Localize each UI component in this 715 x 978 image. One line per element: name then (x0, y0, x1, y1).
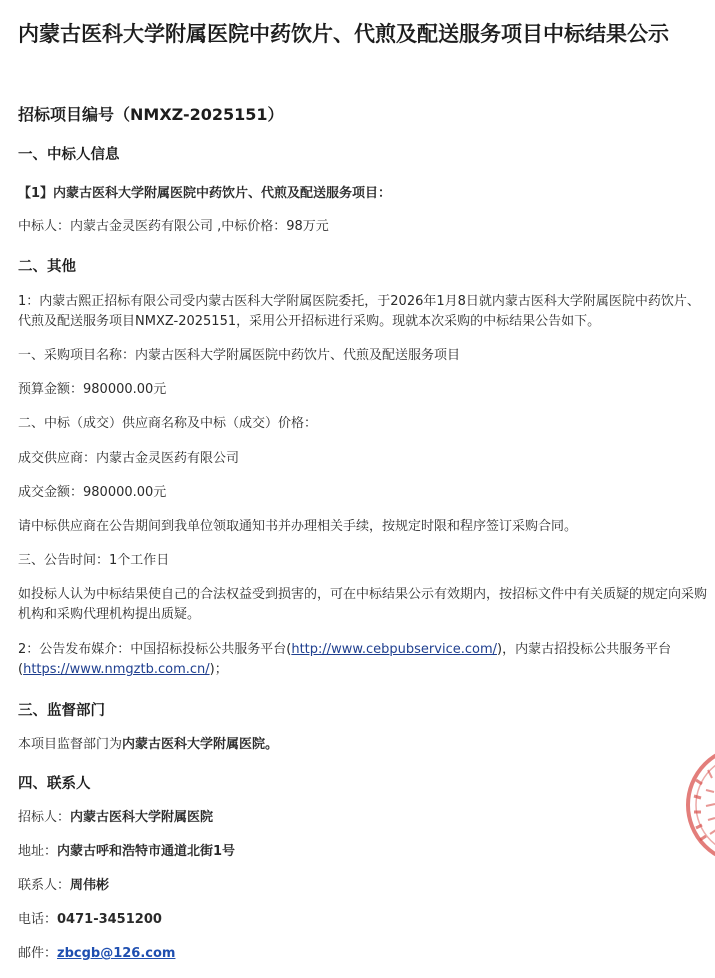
section-heading-supervision: 三、监督部门 (18, 703, 105, 719)
objection-paragraph: 如投标人认为中标结果使自己的合法权益受到损害的，可在中标结果公示有效期内，按招标文件中有关质疑的规定向采购机构和采购代理机构提出质疑。 (18, 587, 708, 622)
contact-email (18, 944, 709, 964)
phone-value: 0471-3451200 (57, 912, 162, 927)
section-heading-other: 二、其他 (18, 259, 76, 275)
contact-label: 联系人： (18, 878, 71, 893)
nmgztb-link[interactable]: https://www.nmgztb.com.cn/ (23, 662, 210, 677)
official-seal-stamp (682, 740, 715, 870)
supplier-name: 成交供应商：内蒙古金灵医药有限公司 (18, 451, 240, 466)
media-suffix: )； (209, 662, 228, 677)
email-label: 邮件： (18, 946, 58, 961)
other-paragraph-1: 1：内蒙古熙正招标有限公司受内蒙古医科大学附属医院委托，于2026年1月8日就内蒙古医科大学附属医院中药饮片、代煎及配送服务项目NMXZ-2025151，采用公开招标进行采购。现就本次采购的中标结果公告如下。 (18, 294, 700, 329)
project-number: 招标项目编号（NMXZ-2025151） (18, 105, 284, 124)
cebpubservice-link[interactable]: http://www.cebpubservice.com/ (291, 642, 497, 657)
contact-person (18, 876, 709, 896)
supervision-text (18, 735, 709, 755)
other-paragraph-7: 请中标供应商在公告期间到我单位领取通知书并办理相关手续，按规定时限和程序签订采购合同。 (18, 519, 578, 534)
tenderer-value: 内蒙古医科大学附属医院 (70, 810, 214, 825)
contact-value: 周伟彬 (70, 878, 110, 893)
email-link[interactable]: zbcgb@126.com (57, 946, 176, 961)
supervision-dept: 内蒙古医科大学附属医院。 (122, 737, 279, 752)
contact-address (18, 842, 709, 862)
supervision-prefix: 本项目监督部门为 (18, 737, 123, 752)
other-paragraph-4: 二、中标（成交）供应商名称及中标（成交）价格： (18, 416, 318, 431)
tenderer-label: 招标人： (18, 810, 71, 825)
other-paragraph-2: 一、采购项目名称：内蒙古医科大学附属医院中药饮片、代煎及配送服务项目 (18, 348, 461, 363)
winner-item: 【1】内蒙古医科大学附属医院中药饮片、代煎及配送服务项目： (18, 186, 392, 201)
section-heading-winner: 一、中标人信息 (18, 147, 120, 163)
page-title: 内蒙古医科大学附属医院中药饮片、代煎及配送服务项目中标结果公示 (18, 22, 669, 46)
media-mid: )，内蒙古招投标公共服务平台( (18, 642, 672, 677)
address-value: 内蒙古呼和浩特市通道北街1号 (57, 844, 236, 859)
winner-info: 中标人：内蒙古金灵医药有限公司 ,中标价格：98万元 (18, 219, 329, 234)
section-heading-contact: 四、联系人 (18, 776, 91, 792)
address-label: 地址： (18, 844, 58, 859)
deal-amount: 成交金额：980000.00元 (18, 485, 167, 500)
phone-label: 电话： (18, 912, 58, 927)
media-prefix: 2：公告发布媒介：中国招标投标公共服务平台( (18, 642, 292, 657)
budget-amount: 预算金额：980000.00元 (18, 382, 167, 397)
contact-phone (18, 910, 709, 930)
announcement-period: 三、公告时间：1个工作日 (18, 553, 170, 568)
contact-tenderer (18, 808, 709, 828)
media-paragraph (18, 640, 709, 680)
